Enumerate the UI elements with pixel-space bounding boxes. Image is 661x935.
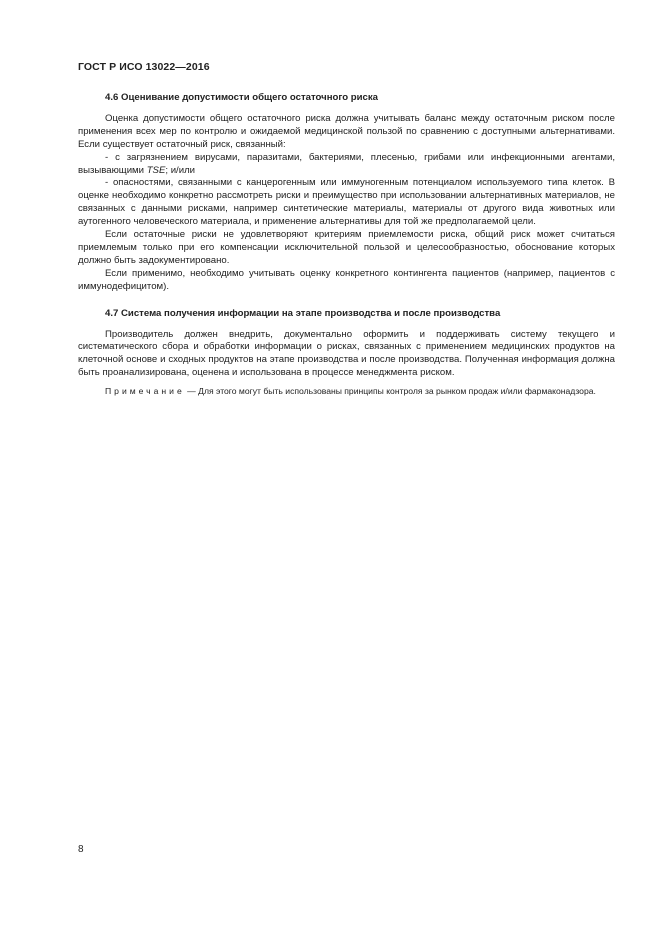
- note-label: Примечание: [105, 386, 185, 397]
- section-4-6-list-item-2: - опасностями, связанными с канцерогенным или иммуногенным потенциалом используемого типа клеток. В оценке необходимо конкретно рассмотреть риски и преимущество при использовании альтернативных материалов, не связанных с данными рисками, например синтетические материалы, материалы от другого вида животных или аутогенного человеческого материала, и применение альтернативы для той же предполагаемой цели.: [78, 177, 615, 228]
- section-4-6-paragraph-2: Если остаточные риски не удовлетворяют критериям приемлемости риска, общий риск может считаться приемлемым только при его компенсации исключительной пользой и целесообразностью, обоснование которых должно быть задокументировано.: [78, 229, 615, 266]
- page-content: [78, 92, 615, 398]
- list-item-1-text: - с загрязнением вирусами, паразитами, бактериями, плесенью, грибами или инфекционными агентами, вызывающими: [78, 151, 615, 176]
- section-4-7-note: [78, 386, 615, 398]
- page-number: 8: [78, 844, 84, 855]
- tse-abbreviation: TSE: [146, 164, 166, 176]
- list-item-1-tail: ; и/или: [165, 164, 196, 176]
- section-4-6-heading: 4.6 Оценивание допустимости общего остаточного риска: [105, 92, 379, 103]
- document-header: ГОСТ Р ИСО 13022—2016: [78, 61, 210, 73]
- note-text: — Для этого могут быть использованы принципы контроля за рынком продаж и/или фармаконадзора.: [184, 386, 596, 397]
- section-4-6-list-item-1: [78, 152, 615, 178]
- section-4-6-paragraph-1: Оценка допустимости общего остаточного риска должна учитывать баланс между остаточным риском после применения всех мер по контролю и ожидаемой медицинской пользой по сравнению с доступными альтернативами. Если существует остаточный риск, связанный:: [78, 112, 615, 150]
- section-4-7-heading: 4.7 Система получения информации на этапе производства и после производства: [105, 307, 501, 319]
- section-4-7-paragraph-1: Производитель должен внедрить, документально оформить и поддерживать систему текущего и систематического сбора и обработки информации о рисках, связанных с применением медицинских продуктов на клеточной основе и сходных продуктов на этапе производства и после производства. Полученная информация должна быть проанализирована, оценена и использована в процессе менеджмента риском.: [78, 328, 615, 379]
- section-4-6-paragraph-3: Если применимо, необходимо учитывать оценку конкретного контингента пациентов (например, пациентов с иммунодефицитом).: [78, 267, 615, 292]
